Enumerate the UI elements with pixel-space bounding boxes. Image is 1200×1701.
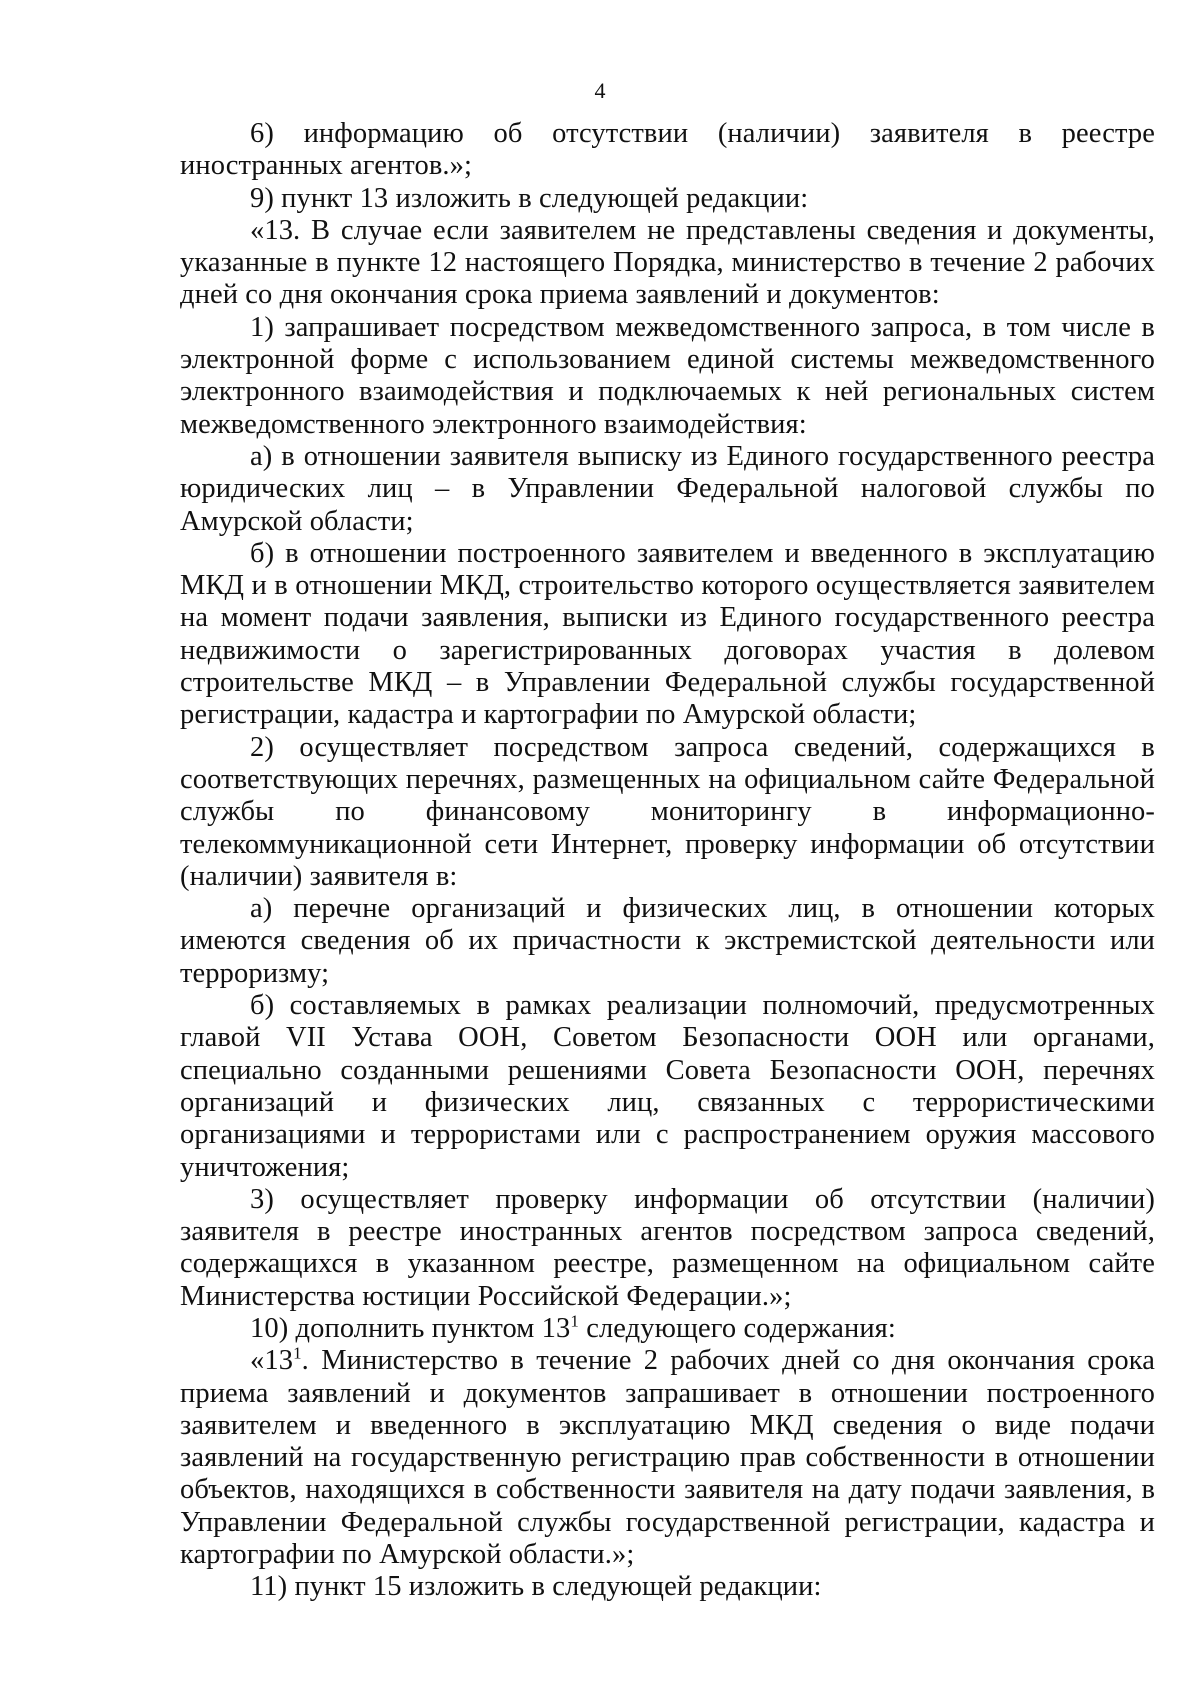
- point-13-1-text: . Министерство в течение 2 рабочих дней со дня окончания срока приема заявлений и документов запрашивает в отношении построенного заявителем и введенного в эксплуатацию МКД сведения о виде подачи заявлений на государственную регистрацию прав собственности в отношении объектов, находящихся в собственности заявителя на дату подачи заявления, в Управлении Федеральной службы государственной регистрации, кадастра и картографии по Амурской области.»;: [180, 1345, 1155, 1571]
- paragraph-subitem-1a: а) в отношении заявителя выписку из Единого государственного реестра юридических лиц – в Управлении Федеральной налоговой службы по Амурской области;: [180, 440, 1155, 537]
- page-number: 4: [594, 78, 606, 103]
- item-10-text-tail: следующего содержания:: [578, 1312, 896, 1344]
- paragraph-item-11: 11) пункт 15 изложить в следующей редакции:: [250, 1571, 822, 1603]
- paragraph-item-10: [180, 1313, 1155, 1345]
- superscript-index: 1: [293, 1343, 302, 1363]
- paragraph-subitem-1b: б) в отношении построенного заявителем и введенного в эксплуатацию МКД и в отношении МКД, строительство которого осуществляется заявителем на момент подачи заявления, выписки из Единого государственного реестра недвижимости о зарегистрированных договорах участия в долевом строительстве МКД – в Управлении Федеральной службы государственной регистрации, кадастра и картографии по Амурской области;: [180, 537, 1155, 731]
- paragraph-point-13: «13. В случае если заявителем не представлены сведения и документы, указанные в пункте 12 настоящего Порядка, министерство в течение 2 рабочих дней со дня окончания срока приема заявлений и документов:: [180, 214, 1155, 311]
- paragraph-subitem-1: 1) запрашивает посредством межведомственного запроса, в том числе в электронной форме с использованием единой системы межведомственного электронного взаимодействия и подключаемых к ней региональных систем межведомственного электронного взаимодействия:: [180, 311, 1155, 440]
- paragraph-subitem-3: 3) осуществляет проверку информации об отсутствии (наличии) заявителя в реестре иностранных агентов посредством запроса сведений, содержащихся в указанном реестре, размещенном на официальном сайте Министерства юстиции Российской Федерации.»;: [180, 1183, 1155, 1312]
- item-10-text: 10) дополнить пунктом 13: [250, 1312, 571, 1344]
- point-13-1-number: «13: [250, 1345, 294, 1377]
- document-body: [180, 118, 1155, 1604]
- paragraph-subitem-2: 2) осуществляет посредством запроса сведений, содержащихся в соответствующих перечнях, размещенных на официальном сайте Федеральной службы по финансовому мониторингу в информационно-телекоммуникационной сети Интернет, проверку информации об отсутствии (наличии) заявителя в:: [180, 731, 1155, 892]
- paragraph-subitem-2b: б) составляемых в рамках реализации полномочий, предусмотренных главой VII Устава ООН, Советом Безопасности ООН или органами, специально созданными решениями Совета Безопасности ООН, перечнях организаций и физических лиц, связанных с террористическими организациями и террористами или с распространением оружия массового уничтожения;: [180, 990, 1155, 1183]
- paragraph-point-13-1: [180, 1345, 1155, 1571]
- paragraph-subitem-2a: а) перечне организаций и физических лиц, в отношении которых имеются сведения об их причастности к экстремистской деятельности или терроризму;: [180, 893, 1155, 989]
- paragraph-item-6: 6) информацию об отсутствии (наличии) заявителя в реестре иностранных агентов.»;: [180, 118, 1155, 182]
- superscript-index: 1: [570, 1311, 579, 1331]
- paragraph-item-9: 9) пункт 13 изложить в следующей редакции:: [250, 182, 809, 214]
